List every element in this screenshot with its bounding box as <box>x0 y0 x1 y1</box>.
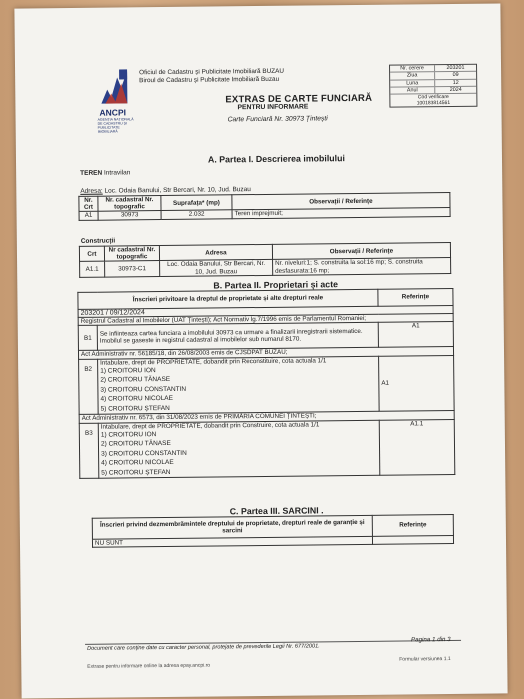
encumbrances-table-header: Înscrieri privind dezmembrămintele dreptului de proprietate, drepturi reale de garanție și sarcini Referințe <box>92 514 453 539</box>
verification-code: 100183814561 <box>416 100 451 107</box>
land-table-header: Nr. Crt Nr. cadastral Nr. topografic Suprafața* (mp) Observații / Referințe <box>79 193 450 212</box>
b2-text: Intabulare, drept de PROPRIETATE, dobandit prin Reconstituire, cota actuala 1/1 <box>100 356 327 367</box>
office-line-1: Oficiul de Cadastru și Publicitate Imobiliară BUZAU <box>139 67 285 77</box>
footer-epay: Extrase pentru informare online la adresa epay.ancpi.ro <box>87 662 211 670</box>
b3-text: Intabulare, drept de PROPRIETATE, dobandit prin Construire, cota actuala 1/1 <box>100 420 320 431</box>
page-number: Pagina 1 din 3 <box>410 636 451 644</box>
teren-label: TEREN Intravilan <box>80 169 131 177</box>
constructions-label: Construcții <box>80 237 116 245</box>
owner-item: 3) CROITORU CONSTANTIN <box>100 385 187 394</box>
verification-code-label: Cod verificare <box>417 94 449 101</box>
office-name <box>139 68 284 86</box>
reg-row-ziua: Ziua 09 <box>390 72 476 80</box>
b3-act-row: Act Administrativ nr. 6573, din 31/08/2023 emis de PRIMĂRIA COMUNEI ȚINTEȘTI; <box>79 411 454 423</box>
ancpi-logo-icon <box>97 67 131 107</box>
owner-item: 1) CROITORU ION <box>100 366 156 375</box>
b2-act-row: Act Administrativ nr. 56185/18, din 26/08/2003 emis de CJSDPAT BUZAU; <box>78 347 453 359</box>
owner-item: 4) CROITORU NICOLAE <box>100 395 174 403</box>
reg-row-cerere: Nr. cerere 203201 <box>390 65 476 73</box>
reg-row-luna: Luna 12 <box>390 79 476 87</box>
office-line-2: Biroul de Cadastru și Publicitate Imobiliară Buzau <box>139 75 280 85</box>
encumbrances-row: NU SUNT <box>92 535 453 547</box>
address-line: Adresa: Loc. Odaia Banului, Str Bercari, Nr. 10, Jud. Buzau <box>80 186 251 195</box>
registration-box <box>389 64 477 108</box>
owner-item: 2) CROITORU TĂNASE <box>100 440 171 448</box>
b1-row: B1 Se infiinteaza cartea funciara a imobilului 30973 ca urmare a finalizarii inregistrarii sistematice. Imobilul se gaseste in registrul cadastral al imobilelor sub numarul 8170. A1 <box>78 322 453 351</box>
b2-owners-list <box>100 364 376 414</box>
reg-row-anul: Anul 2024 <box>390 87 476 95</box>
carte-funciara-number: Carte Funciară Nr. 30973 Țintești <box>227 115 328 124</box>
b3-owners-list <box>101 428 377 478</box>
form-version: Formular versiunea 1.1 <box>399 656 451 663</box>
ownership-table-header: Înscrieri privitoare la dreptul de proprietate și alte drepturi reale Referințe <box>78 288 453 309</box>
entry-date-row: 203201 / 09/12/2024 <box>78 305 453 317</box>
owner-item: 5) CROITORU ȘTEFAN <box>101 468 171 477</box>
owner-item: 3) CROITORU CONSTANTIN <box>101 449 187 458</box>
owner-item: 2) CROITORU TĂNASE <box>100 376 171 384</box>
b2-row: B2 Intabulare, drept de PROPRIETATE, dobandit prin Reconstituire, cota actuala 1/1 1) CROITORU ION 2) CROITORU TĂNASE 3) CROITORU CONSTANTIN 4) CROITORU NICOLAE 5) CROITORU ȘTEFAN A1 <box>79 355 455 415</box>
b1-act-row: Registrul Cadastral al Imobilelor (UAT Țintești); Act Normativ lg.7/1996 emis de Parlamentul Romaniei; <box>78 314 453 326</box>
owner-item: 4) CROITORU NICOLAE <box>101 459 174 467</box>
document-title: EXTRAS DE CARTE FUNCIARĂ <box>225 92 373 106</box>
ownership-table <box>77 288 455 479</box>
agency-logo-subtext: AGENȚIA NAȚIONALĂ DE CADASTRU ȘI PUBLICITATE IMOBILIARĂ <box>97 117 134 134</box>
owner-item: 5) CROITORU ȘTEFAN <box>100 404 170 413</box>
section-a-heading: A. Partea I. Descrierea imobilului <box>207 153 345 165</box>
constructions-table-row: A1.1 30973-C1 Loc. Odaia Banului, Str Bercari, Nr. 10, Jud. Buzau Nr. niveluri:1; S. construita la sol:16 mp; S. construita desfasurata:16 mp; <box>80 258 451 277</box>
agency-logo-text: ANCPI <box>99 107 126 118</box>
constructions-table <box>79 242 451 278</box>
document-page <box>14 3 507 698</box>
constructions-table-header: Crt Nr cadastral Nr. topografic Adresa Observații / Referințe <box>79 243 450 262</box>
document-subtitle: PENTRU INFORMARE <box>237 103 309 112</box>
section-c-heading: C. Partea III. SARCINI . <box>229 505 324 517</box>
land-table <box>78 192 450 221</box>
section-b-heading: B. Partea II. Proprietari și acte <box>213 279 339 291</box>
owner-item: 1) CROITORU ION <box>100 430 157 439</box>
footer-note: Document care conține date cu caracter personal, protejate de prevederile Legii Nr. 677/2001. <box>87 643 320 652</box>
encumbrances-table <box>92 514 454 548</box>
land-table-row: A1 30973 2.032 Teren imprejmuit; <box>79 208 450 220</box>
b3-row: B3 Intabulare, drept de PROPRIETATE, dobandit prin Construire, cota actuala 1/1 1) CROITORU ION 2) CROITORU TĂNASE 3) CROITORU CONSTANTIN 4) CROITORU NICOLAE 5) CROITORU ȘTEFAN A1.1 <box>79 419 455 479</box>
